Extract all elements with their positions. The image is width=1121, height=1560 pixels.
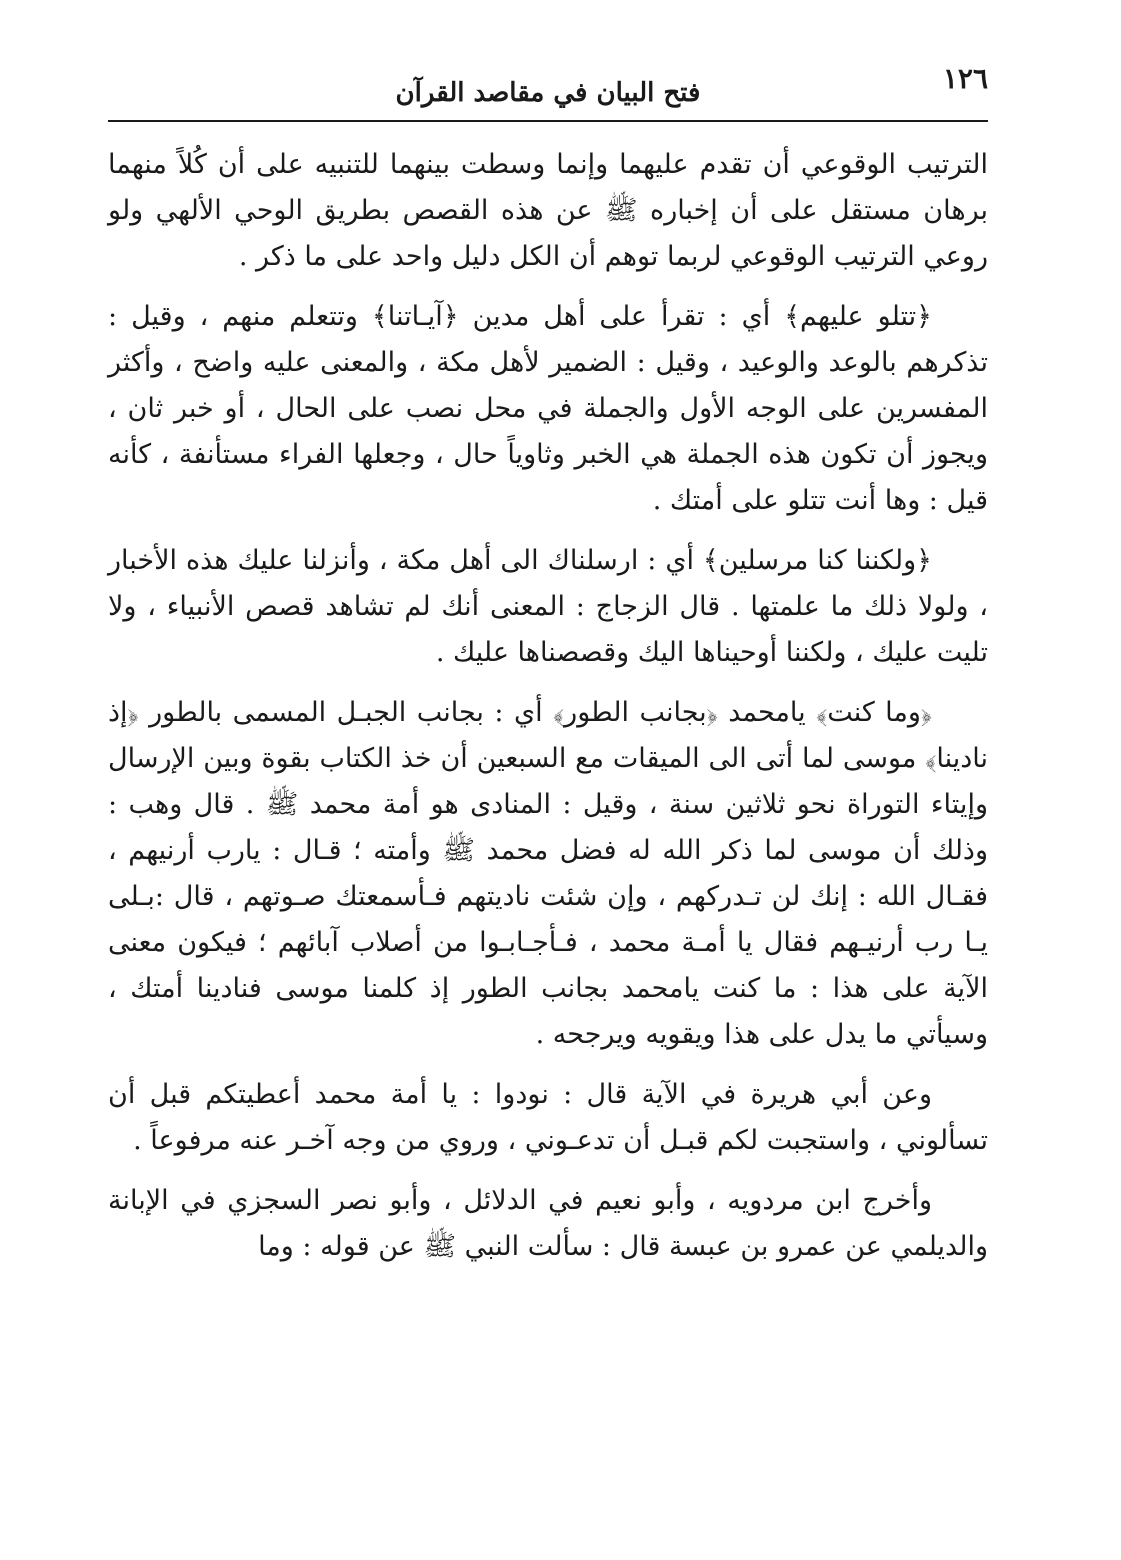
paragraph: ﴿وما كنت﴾ يامحمد ﴿بجانب الطور﴾ أي : بجانب الجبـل المسمى بالطور ﴿إذ نادينا﴾ موسى لما أتى الى الميقات مع السبعين أن خذ الكتاب بقوة وبين الإرسال وإيتاء التوراة نحو ثلاثين سنة ، وقيل : المنادى هو أمة محمد ﷺ . قال وهب : وذلك أن موسى لما ذكر الله له فضل محمد ﷺ وأمته ؛ قـال : يارب أرنيهم ، فقـال الله : إنك لن تـدركهم ، وإن شئت ناديتهم فـأسمعتك صـوتهم ، قال :بـلى يـا رب أرنيـهم فقال يا أمـة محمد ، فـأجـابـوا من أصلاب آبائهم ؛ فيكون معنى الآية على هذا : ما كنت يامحمد بجانب الطور إذ كلمنا موسى فنادينا أمتك ، وسيأتي ما يدل على هذا ويقويه ويرجحه . xyxy=(108,697,988,1050)
page-number: ١٢٦ xyxy=(942,62,988,95)
paragraph: ﴿ولكننا كنا مرسلين﴾ أي : ارسلناك الى أهل مكة ، وأنزلنا عليك هذه الأخبار ، ولولا ذلك ما علمتها . قال الزجاج : المعنى أنك لم تشاهد قصص الأنبياء ، ولا تليت عليك ، ولكننا أوحيناها اليك وقصصناها عليك . xyxy=(108,545,988,668)
paragraph: وعن أبي هريرة في الآية قال : نودوا : يا أمة محمد أعطيتكم قبل أن تسألوني ، واستجبت لكم قبـل أن تدعـوني ، وروي من وجه آخـر عنه مرفوعاً . xyxy=(108,1079,988,1156)
header-rule xyxy=(108,120,988,122)
running-title: فتح البيان في مقاصد القرآن xyxy=(395,78,701,108)
paragraph: الترتيب الوقوعي أن تقدم عليهما وإنما وسطت بينهما للتنبيه على أن كُلاً منهما برهان مستقل على أن إخباره ﷺ عن هذه القصص بطريق الوحي الألهي ولو روعي الترتيب الوقوعي لربما توهم أن الكل دليل واحد على ما ذكر . xyxy=(108,149,988,272)
page-header xyxy=(108,62,988,120)
paragraph: ﴿تتلو عليهم﴾ أي : تقرأ على أهل مدين ﴿آيـاتنا﴾ وتتعلم منهم ، وقيل : تذكرهم بالوعد والوعيد ، وقيل : الضمير لأهل مكة ، والمعنى عليه واضح ، وأكثر المفسرين على الوجه الأول والجملة في محل نصب على الحال ، أو خبر ثان ، ويجوز أن تكون هذه الجملة هي الخبر وثاوياً حال ، وجعلها الفراء مستأنفة ، كأنه قيل : وها أنت تتلو على أمتك . xyxy=(108,301,988,516)
paragraph: وأخرج ابن مردويه ، وأبو نعيم في الدلائل ، وأبو نصر السجزي في الإبانة والديلمي عن عمرو بن عبسة قال : سألت النبي ﷺ عن قوله : وما xyxy=(108,1185,988,1262)
body-text xyxy=(108,142,988,1284)
